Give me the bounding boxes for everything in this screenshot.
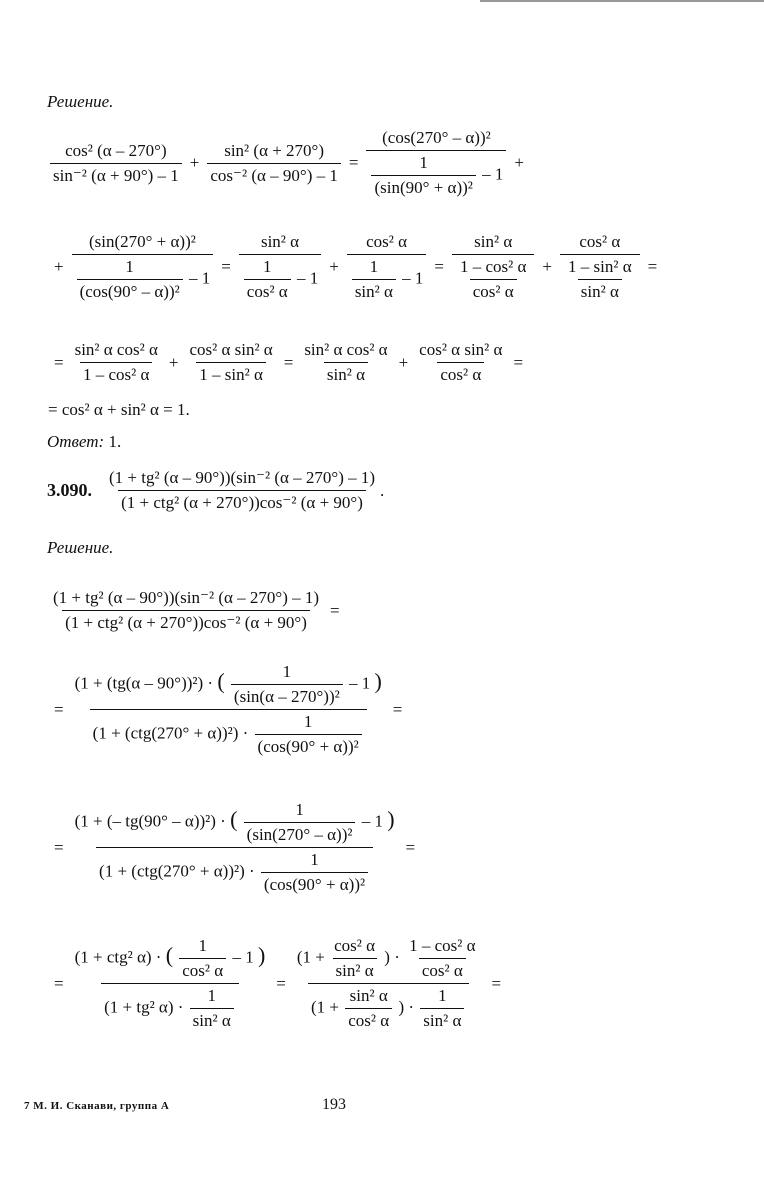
- equals-sign: =: [54, 352, 64, 372]
- denominator: sin² α: [420, 1008, 464, 1031]
- equals-sign: =: [348, 153, 359, 172]
- plus-sign: +: [542, 257, 553, 276]
- factor: (1 + tg² α) ·: [104, 997, 184, 1017]
- denominator: 1 – cos² α: [80, 362, 152, 385]
- factor-open: (1 +: [296, 947, 325, 967]
- factor-open: (1 +: [311, 997, 340, 1017]
- s1-l3-frac-3: [301, 340, 390, 385]
- factor: (1 + (ctg(270° + α))²) ·: [92, 723, 249, 743]
- minus-one: – 1: [482, 164, 504, 184]
- plus-sign: +: [189, 153, 200, 172]
- plus-sign: +: [168, 352, 179, 372]
- s2-l4-left-frac: [72, 936, 269, 1031]
- nested-frac: [565, 257, 635, 302]
- numerator: 1: [125, 257, 134, 276]
- denominator: (1 + ctg² (α + 270°))cos⁻² (α + 90°): [118, 490, 366, 513]
- numerator: 1: [198, 936, 207, 955]
- minus-one: – 1: [296, 268, 319, 288]
- numerator: sin² α cos² α: [304, 340, 388, 359]
- equals-sign: =: [647, 257, 658, 276]
- denominator: [560, 254, 640, 302]
- denominator: [308, 983, 469, 1031]
- denominator: (1 + ctg² (α + 270°))cos⁻² (α + 90°): [62, 610, 310, 633]
- equals-sign: =: [54, 699, 64, 719]
- s1-l2-frac-3: [347, 232, 427, 302]
- s2-line-4: [48, 936, 507, 1031]
- denominator: [239, 254, 321, 302]
- factor-close: ) ·: [384, 947, 400, 967]
- plus-sign: +: [329, 257, 339, 276]
- paren-close: ): [374, 668, 382, 694]
- plus-sign: +: [54, 257, 64, 276]
- numerator: 1: [310, 850, 319, 869]
- s1-l2-frac-5: [560, 232, 640, 302]
- s1-l3-frac-2: [186, 340, 275, 385]
- nested-frac: [244, 800, 356, 845]
- minus-one: – 1: [348, 673, 371, 693]
- s1-l3-frac-4: [416, 340, 505, 385]
- numerator: [72, 936, 269, 983]
- s2-l3-frac: [72, 800, 398, 895]
- minus-one: – 1: [232, 947, 254, 967]
- s2-l1-frac: [50, 588, 322, 633]
- numerator: 1: [369, 257, 379, 276]
- numerator: cos² (α – 270°): [65, 140, 167, 160]
- numerator: cos² α: [579, 232, 621, 251]
- denominator: (cos(90° + α))²: [255, 734, 362, 757]
- denominator: cos² α: [179, 958, 226, 981]
- numerator: 1: [295, 800, 304, 819]
- nested-frac: [255, 712, 362, 757]
- factor: (1 + (– tg(90° – α))²) ·: [74, 811, 226, 831]
- top-rule: [480, 0, 764, 2]
- numerator: sin² α: [474, 232, 513, 251]
- nested-frac: [371, 153, 475, 198]
- s1-line-4: = cos² α + sin² α = 1.: [48, 400, 190, 419]
- s1-l1-frac-2: [207, 141, 341, 186]
- denominator: (cos(90° + α))²: [261, 872, 368, 895]
- plus-sign: +: [514, 153, 524, 172]
- numerator: 1: [263, 257, 272, 276]
- denominator: (sin(α – 270°))²: [231, 684, 343, 707]
- minus-one: – 1: [188, 268, 211, 288]
- solution-label-1: Решение.: [47, 92, 114, 111]
- numerator: 1 – sin² α: [568, 257, 632, 276]
- nested-frac: [190, 986, 234, 1031]
- numerator: (sin(270° + α))²: [88, 232, 196, 251]
- nested-frac: [457, 257, 529, 302]
- s1-l2-frac-2: [239, 232, 321, 302]
- denominator: [366, 150, 506, 198]
- numerator: sin² (α + 270°): [224, 140, 325, 160]
- numerator: (1 + tg² (α – 90°))(sin⁻² (α – 270°) – 1): [109, 468, 376, 487]
- denominator: (sin(270° – α))²: [244, 822, 356, 845]
- numerator: 1: [282, 662, 292, 681]
- numerator: [294, 936, 484, 983]
- denominator: [96, 847, 373, 895]
- numerator: cos² α: [366, 232, 408, 251]
- numerator: (1 + tg² (α – 90°))(sin⁻² (α – 270°) – 1): [53, 588, 320, 607]
- s1-line-2: [48, 232, 663, 302]
- equals-sign: =: [405, 837, 416, 857]
- footer-source: 7 М. И. Сканави, группа А: [24, 1100, 170, 1112]
- answer-value: 1.: [108, 432, 122, 451]
- denominator: sin⁻² (α + 90°) – 1: [50, 163, 182, 186]
- numerator: (cos(270° – α))²: [382, 128, 491, 147]
- s2-line-2: [48, 662, 408, 757]
- denominator: sin² α: [578, 279, 622, 302]
- factor: (1 + (tg(α – 90°))²) ·: [74, 673, 214, 693]
- numerator: 1: [207, 986, 216, 1005]
- numerator: sin² α: [349, 986, 388, 1005]
- denominator: [90, 709, 367, 757]
- minus-one: – 1: [402, 268, 424, 288]
- answer: [47, 432, 121, 452]
- denominator: 1 – sin² α: [196, 362, 266, 385]
- problem-number: 3.090.: [47, 480, 92, 500]
- s1-l2-frac-1: [72, 232, 214, 302]
- nested-frac: [261, 850, 368, 895]
- paren-open: (: [165, 942, 174, 968]
- nested-frac: [345, 986, 392, 1031]
- s1-l1-frac-3: [366, 128, 506, 198]
- denominator: sin² α: [190, 1008, 234, 1031]
- nested-frac: [179, 936, 226, 981]
- equals-sign: =: [283, 352, 294, 372]
- factor: (1 + ctg² α) ·: [74, 947, 162, 967]
- paren-open: (: [217, 668, 225, 694]
- s2-line-1: [48, 588, 346, 633]
- period: .: [380, 480, 385, 500]
- s2-line-3: [48, 800, 421, 895]
- numerator: cos² α sin² α: [189, 340, 273, 359]
- s2-l4-right-frac: [294, 936, 484, 1031]
- s1-line-3: [48, 340, 529, 385]
- nested-frac-2: [420, 986, 464, 1031]
- problem-frac: [106, 468, 378, 513]
- numerator: cos² α sin² α: [419, 340, 503, 359]
- factor: (1 + (ctg(270° + α))²) ·: [99, 861, 255, 881]
- equals-sign: =: [54, 837, 64, 857]
- denominator: cos² α: [470, 279, 517, 302]
- denominator: (cos(90° – α))²: [77, 279, 183, 302]
- numerator: 1: [303, 712, 313, 731]
- denominator: sin² α: [324, 362, 368, 385]
- nested-frac-2: [406, 936, 478, 981]
- numerator: [72, 800, 398, 847]
- plus-sign: +: [398, 352, 409, 372]
- equals-sign: =: [54, 973, 64, 993]
- denominator: [452, 254, 534, 302]
- denominator: [72, 254, 214, 302]
- numerator: 1 – cos² α: [409, 936, 476, 955]
- equals-sign: =: [276, 973, 286, 993]
- paren-open: (: [230, 806, 238, 832]
- denominator: (sin(90° + α))²: [371, 175, 475, 198]
- s1-l3-frac-1: [72, 340, 161, 385]
- numerator: 1: [419, 153, 428, 172]
- answer-label: Ответ:: [47, 432, 105, 451]
- minus-one: – 1: [361, 811, 383, 831]
- factor-close: ) ·: [398, 997, 415, 1017]
- denominator: cos² α: [419, 958, 466, 981]
- equals-sign: =: [491, 973, 502, 993]
- denominator: sin² α: [333, 958, 377, 981]
- denominator: cos⁻² (α – 90°) – 1: [207, 163, 341, 186]
- denominator: cos² α: [244, 279, 291, 302]
- paren-close: ): [387, 806, 395, 832]
- nested-frac: [352, 257, 396, 302]
- numerator: sin² α: [260, 232, 300, 251]
- nested-frac: [244, 257, 291, 302]
- nested-frac: [231, 662, 343, 707]
- solution-label-2: Решение.: [47, 538, 114, 557]
- numerator: [72, 662, 385, 709]
- s1-l2-frac-4: [452, 232, 534, 302]
- s1-line-1: [48, 128, 530, 198]
- page-number: 193: [322, 1096, 346, 1113]
- denominator: cos² α: [345, 1008, 392, 1031]
- equals-sign: =: [513, 352, 524, 372]
- denominator: [101, 983, 239, 1031]
- problem-3-090: [47, 468, 384, 513]
- equals-sign: =: [434, 257, 444, 276]
- denominator: sin² α: [352, 279, 396, 302]
- numerator: 1: [438, 986, 447, 1005]
- numerator: cos² α: [334, 936, 376, 955]
- nested-frac: [331, 936, 378, 981]
- denominator: cos² α: [437, 362, 484, 385]
- numerator: 1 – cos² α: [460, 257, 527, 276]
- paren-close: ): [257, 942, 266, 968]
- s1-l1-frac-1: [50, 141, 182, 186]
- numerator: sin² α cos² α: [74, 340, 158, 359]
- equals-sign: =: [221, 257, 231, 276]
- equals-sign: =: [392, 699, 403, 719]
- nested-frac: [77, 257, 183, 302]
- denominator: [347, 254, 427, 302]
- equals-sign: =: [330, 600, 340, 620]
- s2-l2-frac: [72, 662, 385, 757]
